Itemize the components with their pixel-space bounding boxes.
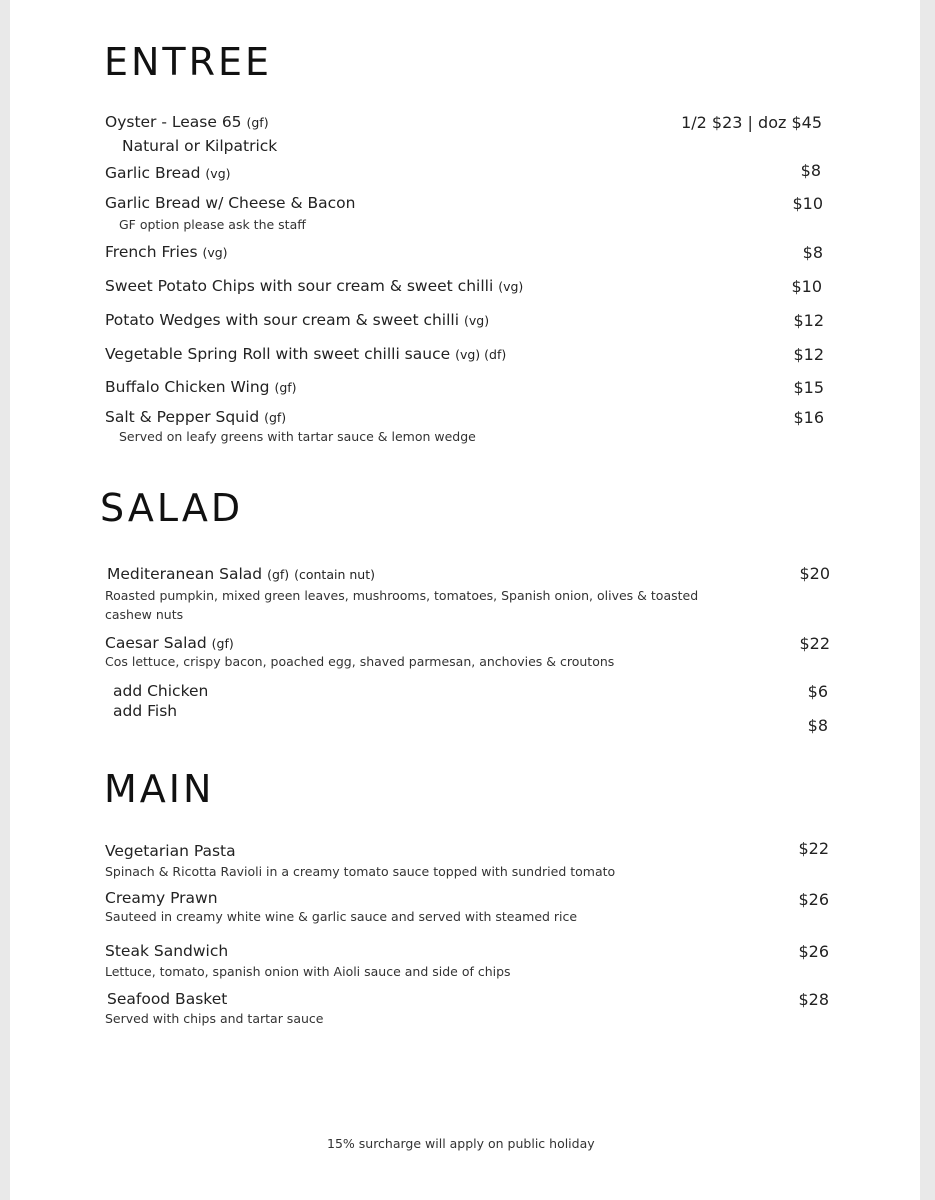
main-heading: MAIN [104, 767, 215, 811]
menu-item-sweet-potato-chips [105, 277, 523, 295]
item-tag-nut: (contain nut) [294, 567, 375, 582]
item-name: Caesar Salad [105, 634, 207, 652]
salad-heading: SALAD [100, 486, 244, 530]
menu-item-seafood-basket: Seafood Basket [107, 990, 228, 1008]
item-price: $8 [802, 243, 823, 262]
item-price: $16 [793, 408, 824, 427]
item-tag: (gf) [267, 567, 290, 582]
item-name: Vegetable Spring Roll with sweet chilli sauce [105, 345, 451, 363]
item-price: $22 [799, 634, 830, 653]
item-description: Roasted pumpkin, mixed green leaves, mushrooms, tomatoes, Spanish onion, olives & toasted [105, 588, 699, 603]
menu-item-creamy-prawn: Creamy Prawn [105, 889, 218, 907]
item-tag: (vg) [205, 166, 231, 181]
item-price: $20 [799, 564, 830, 583]
item-description: Cos lettuce, crispy bacon, poached egg, shaved parmesan, anchovies & croutons [105, 654, 615, 669]
item-tag: (gf) [246, 115, 269, 130]
item-name: French Fries [105, 243, 198, 261]
item-name: Buffalo Chicken Wing [105, 378, 270, 396]
addon-chicken-price: $6 [807, 682, 828, 701]
item-description: Sauteed in creamy white wine & garlic sauce and served with steamed rice [105, 909, 578, 924]
item-note: Served on leafy greens with tartar sauce & lemon wedge [119, 429, 476, 444]
item-tag: (vg) [498, 279, 524, 294]
item-tag: (gf) [274, 380, 297, 395]
menu-item-caesar-salad [105, 634, 234, 652]
item-name: Salt & Pepper Squid [105, 408, 260, 426]
menu-item-vegetarian-pasta: Vegetarian Pasta [105, 842, 236, 860]
menu-item-oyster [105, 113, 269, 131]
item-name: Garlic Bread [105, 164, 201, 182]
item-name: Mediteranean Salad [107, 565, 263, 583]
item-price: $15 [793, 378, 824, 397]
item-description: Spinach & Ricotta Ravioli in a creamy tomato sauce topped with sundried tomato [105, 864, 616, 879]
item-price: $12 [793, 311, 824, 330]
menu-item-garlic-bread-cheese [105, 194, 355, 212]
addon-chicken: add Chicken [113, 682, 209, 700]
addon-fish-price: $8 [807, 716, 828, 735]
menu-item-spring-roll [105, 345, 506, 363]
menu-item-mediterranean-salad [107, 565, 375, 583]
menu-item-garlic-bread [105, 164, 231, 182]
item-tag: (vg) [463, 313, 490, 328]
item-tag: (gf) [264, 410, 287, 425]
item-description: Lettuce, tomato, spanish onion with Aioli sauce and side of chips [105, 964, 511, 979]
menu-item-squid [105, 408, 286, 426]
item-name: Garlic Bread w/ Cheese & Bacon [105, 194, 356, 212]
item-price: $10 [792, 194, 823, 213]
item-name: Potato Wedges with sour cream & sweet chilli [105, 311, 460, 329]
item-name: Oyster - Lease 65 [105, 113, 242, 131]
item-description: cashew nuts [105, 607, 184, 622]
item-price: $26 [798, 942, 829, 961]
menu-item-chicken-wing [105, 378, 297, 396]
item-tag: (vg) (df) [455, 347, 507, 362]
item-price: 1/2 $23 | doz $45 [681, 113, 822, 132]
menu-item-steak-sandwich: Steak Sandwich [105, 942, 229, 960]
item-price: $26 [798, 890, 829, 909]
surcharge-note: 15% surcharge will apply on public holiday [327, 1136, 595, 1151]
item-price: $10 [791, 277, 822, 296]
item-price: $8 [800, 161, 821, 180]
item-price: $12 [793, 345, 824, 364]
item-description: Served with chips and tartar sauce [105, 1011, 324, 1026]
item-price: $28 [798, 990, 829, 1009]
menu-page [10, 0, 920, 1200]
menu-item-french-fries [105, 243, 228, 261]
menu-item-potato-wedges [105, 311, 489, 329]
item-tag: (gf) [211, 636, 234, 651]
item-note: Natural or Kilpatrick [122, 137, 278, 155]
addon-fish: add Fish [113, 702, 178, 720]
item-price: $22 [798, 839, 829, 858]
item-tag: (vg) [202, 245, 228, 260]
item-name: Sweet Potato Chips with sour cream & sweet chilli [105, 277, 494, 295]
item-note: GF option please ask the staff [119, 217, 306, 232]
entree-heading: ENTREE [104, 40, 273, 84]
